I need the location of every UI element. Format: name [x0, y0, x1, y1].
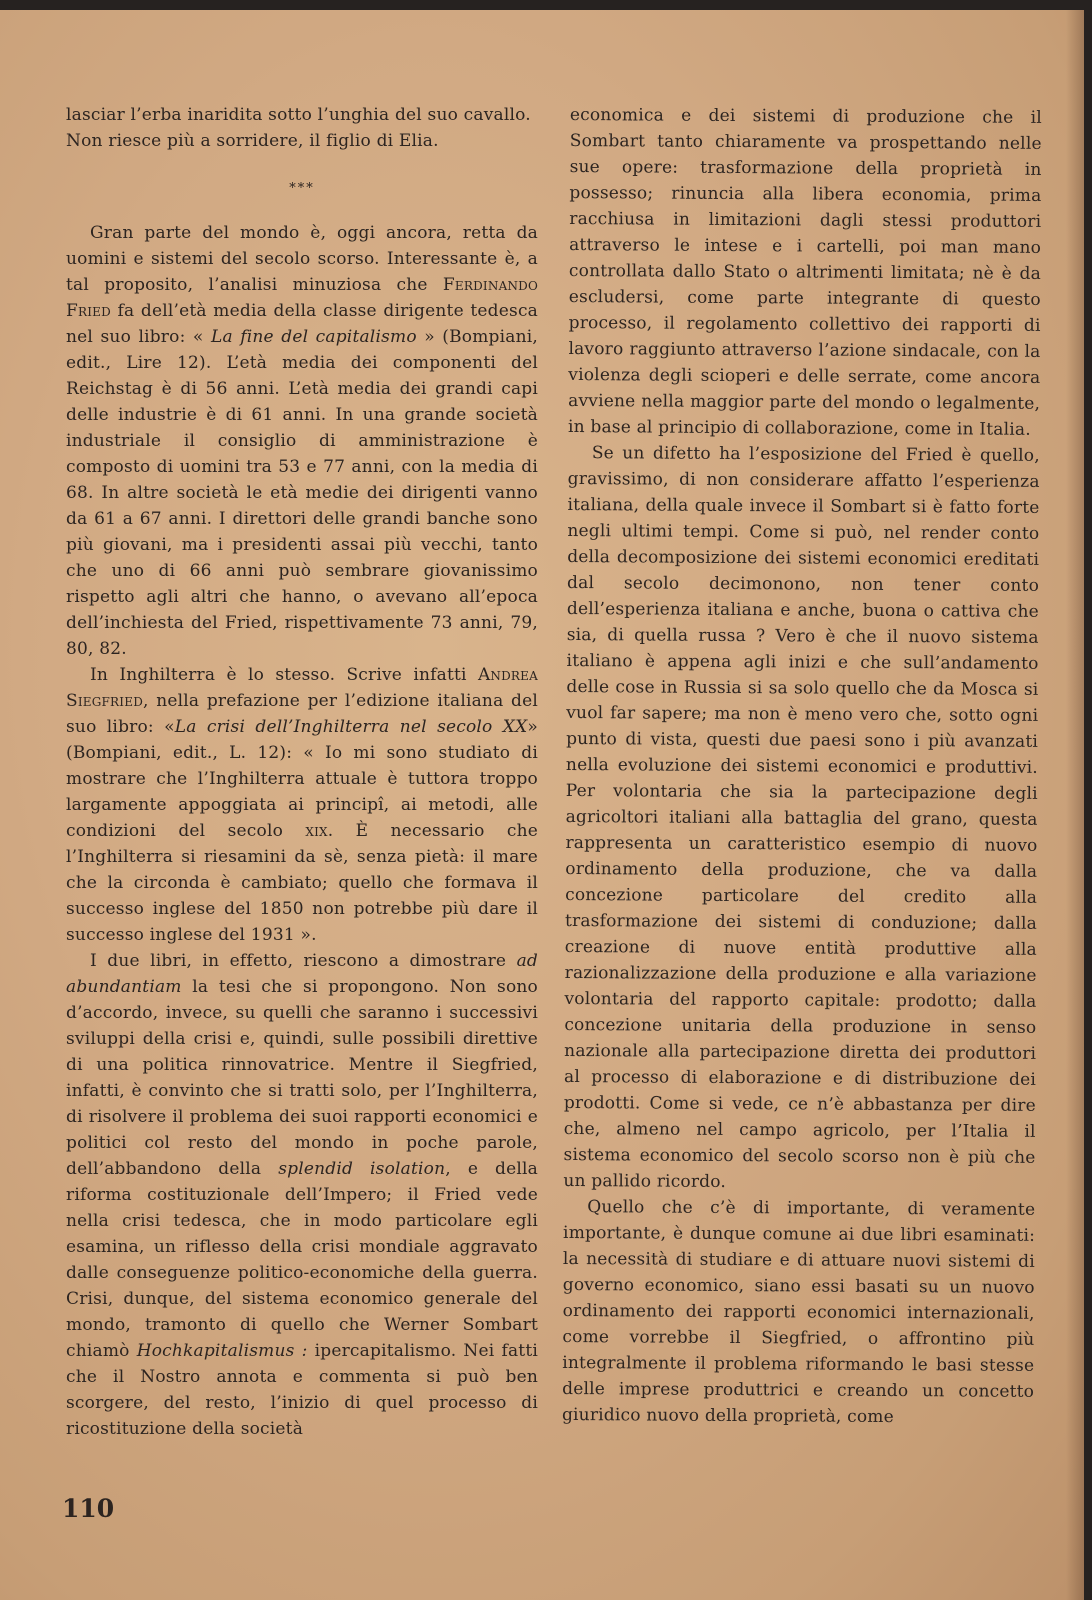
- author-name-siegfried: Andrea Siegfried: [66, 665, 538, 711]
- paragraph-fried: [66, 220, 538, 662]
- latin-phrase: ad abundantiam: [66, 951, 538, 997]
- text-run: , nella prefazione per l’edizione italiana del suo libro: «: [66, 691, 538, 737]
- paragraph-italian-experience: Se un difetto ha l’esposizione del Fried è quello, gravissimo, di non considerare affatto l’esperienza italiana, della quale invece il Sombart si è fatto forte negli ultimi tempi. Come si può, nel render conto della decomposizione dei sistemi economici ereditati dal secolo decimonono, non tener conto dell’esperienza italiana e anche, buona o cattiva che sia, di quella russa ? Vero è che il nuovo sistema italiano è appena agli inizi e che sull’andamento delle cose in Russia si sa solo quello che da Mosca si vuol far sapere; ma non è meno vero che, sotto ogni punto di vista, questi due paesi sono i più avanzati nella evoluzione dei sistemi economici e produttivi. Per volontaria che sia la partecipazione degli agricoltori italiani alla battaglia del grano, questa rappresenta un caratteristico esempio di nuovo ordinamento della produzione, che va dalla concezione particolare del credito alla trasformazione dei sistemi di conduzione; dalla creazione di nuove entità produttive alla razionalizzazione della produzione e alla variazione volontaria del rapporto capitale: prodotto; dalla concezione unitaria della produzione in senso nazionale alla partecipazione diretta dei produttori al processo di elaborazione e di distribuzione dei prodotti. Come si vede, ce n’è abbastanza per dire che, almeno nel campo agricolo, per l’Italia il sistema economico del secolo scorso non è più che un pallido ricordo.: [563, 443, 1040, 1192]
- book-page: [0, 10, 1084, 1600]
- paragraph-continuation: economica e dei sistemi di produzione che il Sombart tanto chiaramente va prospettando nelle sue opere: trasformazione della proprietà in possesso; rinuncia alla libera economia, prima racchiusa in limitazioni dagli stessi produttori attraverso le intese e i cartelli, poi man mano controllata dallo Stato o altrimenti limitata; nè è da escludersi, come parte integrante di questo processo, il regolamento collettivo dei rapporti di lavoro raggiunto attraverso l’azione sindacale, con la violenza degli scioperi e delle serrate, come ancora avviene nella maggior parte del mondo o legalmente, in base al principio di collaborazione, come in Italia.: [567, 104, 1042, 440]
- section-separator: ***: [289, 181, 315, 196]
- text-run: fa dell’età media della classe dirigente tedesca nel suo libro: «: [66, 301, 538, 347]
- text-run: I due libri, in effetto, riescono a dimostrare: [90, 951, 517, 971]
- century-numeral: xix: [305, 821, 328, 841]
- text-run: Gran parte del mondo è, oggi ancora, retta da uomini e sistemi del secolo scorso. Interessante è, a tal proposito, l’analisi minuziosa che: [66, 223, 538, 295]
- right-column: [562, 102, 1042, 1431]
- text-run: ipercapitalismo. Nei fatti che il Nostro annota e commenta si può ben scorgere, del resto, l’inizio di quel processo di ricostituzione della società: [66, 1341, 538, 1439]
- author-name-fried: Ferdinando Fried: [66, 275, 538, 321]
- german-term: Hochkapitalismus :: [136, 1341, 308, 1361]
- text-run: la tesi che si propongono. Non sono d’accordo, invece, su quelli che saranno i successivi sviluppi della crisi e, quindi, sulle possibili direttive di una politica rinnovatrice. Mentre il Siegfried, infatti, è convinto che si tratti solo, per l’Inghilterra, di risolvere il problema dei suoi rapporti economici e politici col resto del mondo in poche parole, dell’abbandono della: [66, 977, 538, 1179]
- page-number: 110: [62, 1494, 115, 1523]
- paragraph-opening-fragment: lasciar l’erba inaridita sotto l’unghia del suo cavallo. Non riesce più a sorridere, il figlio di Elia.: [66, 105, 531, 151]
- paragraph-conclusion: Quello che c’è di importante, di veramente importante, è dunque comune ai due libri esaminati: la necessità di studiare e di attuare nuovi sistemi di governo economico, siano essi basati su un nuovo ordinamento dei rapporti economici internazionali, come vorrebbe il Siegfried, o affrontino più integralmente il problema riformando le basi stesse delle imprese produttrici e creando un concetto giuridico nuovo della proprietà, come: [561, 1197, 1036, 1428]
- book-title-fine-capitalismo: La fine del capitalismo: [210, 327, 417, 347]
- text-run: » (Bompiani, edit., Lire 12). L’età media dei componenti del Reichstag è di 56 anni. L’età media dei grandi capi delle industrie è di 61 anni. In una grande società industriale il consiglio di amministrazione è composto di uomini tra 53 e 77 anni, con la media di 68. In altre società le età medie dei dirigenti vanno da 61 a 67 anni. I direttori delle grandi banche sono più giovani, ma i presidenti assai più vecchi, tanto che uno di 66 anni può sembrare giovanissimo rispetto agli altri che hanno, o avevano all’epoca dell’inchiesta del Fried, rispettivamente 73 anni, 79, 80, 82.: [66, 327, 538, 659]
- paragraph-siegfried: [66, 662, 538, 948]
- text-run: In Inghilterra è lo stesso. Scrive infatti: [90, 665, 478, 685]
- text-run: , e della riforma costituzionale dell’Impero; il Fried vede nella crisi tedesca, che in modo particolare egli esamina, un riflesso della crisi mondiale aggravato dalle conseguenze politico-economiche della guerra. Crisi, dunque, del sistema economico generale del mondo, tramonto di quello che Werner Sombart chiamò: [66, 1159, 538, 1361]
- book-title-crisi-inghilterra: La crisi dell’Inghilterra nel secolo XX: [174, 717, 528, 737]
- text-run: . È necessario che l’Inghilterra si riesamini da sè, senza pietà: il mare che la circonda è cambiato; quello che formava il successo inglese del 1850 non potrebbe più dare il successo inglese del 1931 ».: [66, 821, 538, 945]
- left-column: [66, 102, 538, 1442]
- english-phrase: splendid isolation: [278, 1159, 446, 1179]
- text-run: » (Bompiani, edit., L. 12): « Io mi sono studiato di mostrare che l’Inghilterra attuale è tuttora troppo largamente appoggiata ai principî, ai metodi, alle condizioni del secolo: [66, 717, 538, 841]
- paragraph-comparison: [66, 948, 538, 1442]
